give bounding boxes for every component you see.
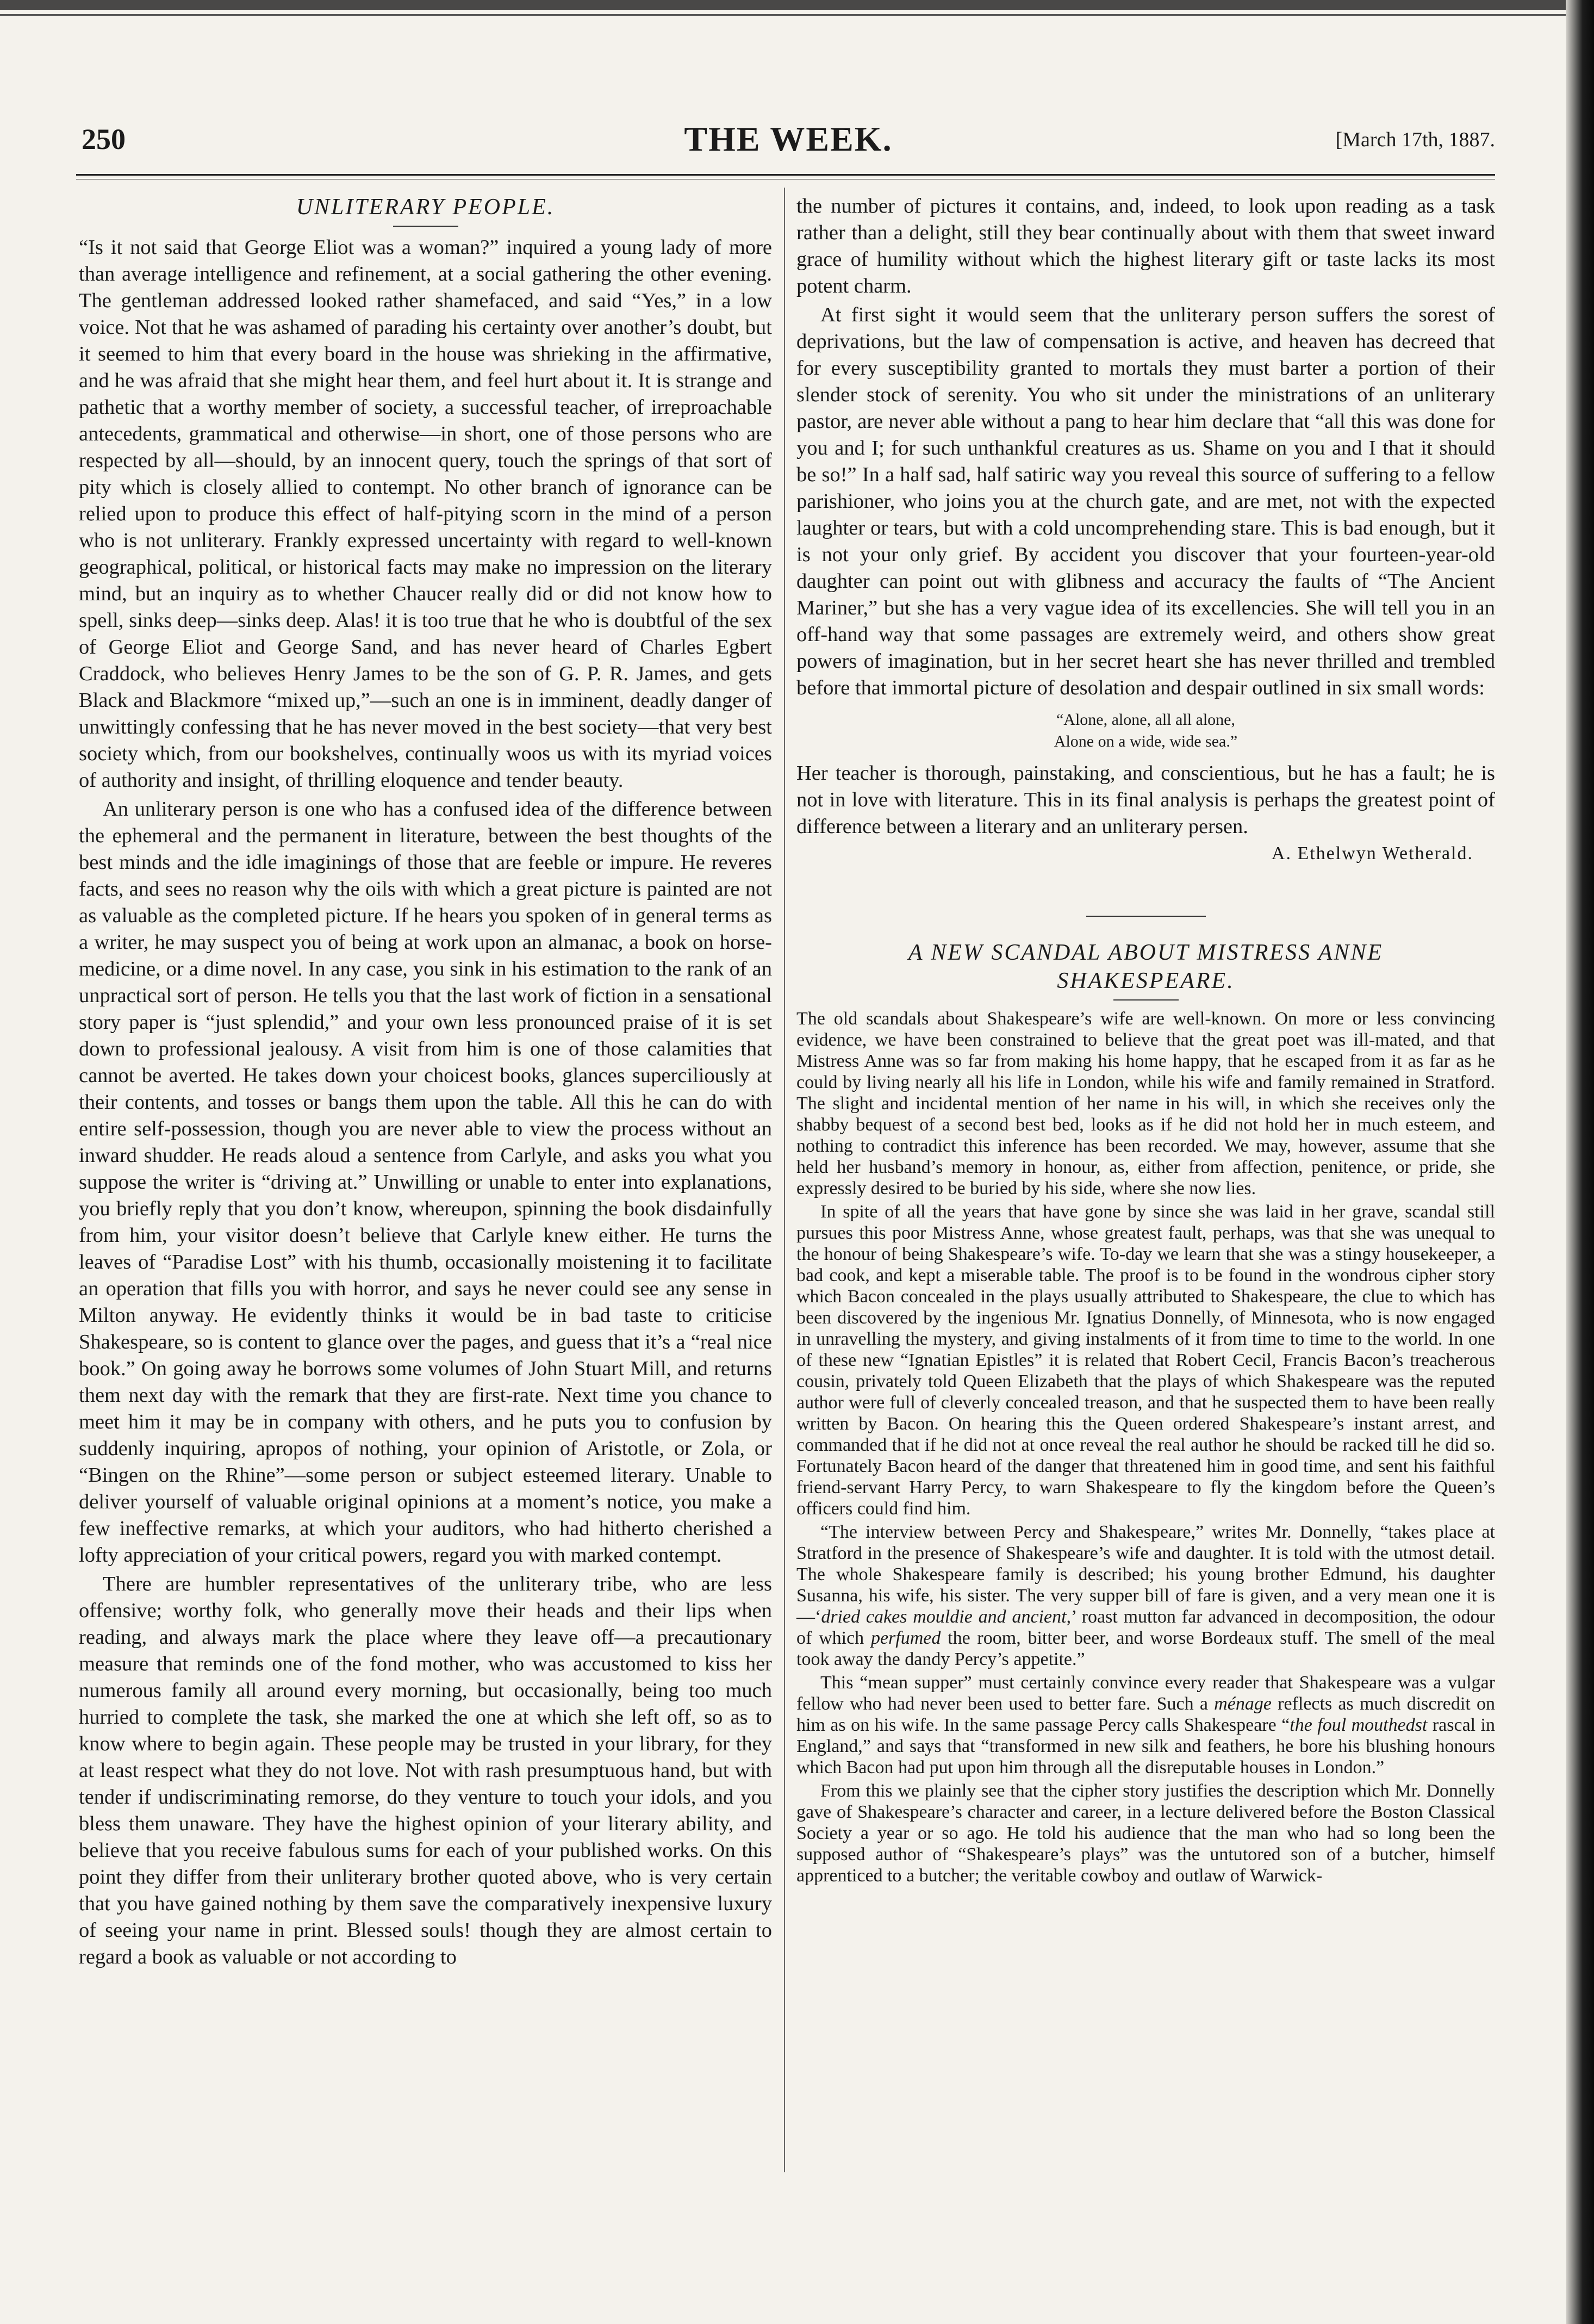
italic-text: perfumed: [870, 1628, 941, 1648]
article-paragraph: The old scandals about Shakespeare’s wife are well-known. On more or less convincing evidence, we have been constrained to believe that the great poet was ill-mated, and that Mistress Anne was so far from making his home happy, that he escaped from it as far as he could by living nearly all his life in London, while his wife and family remained in Stratford. The slight and incidental mention of her name in his will, in which she receives only the shabby bequest of a second best bed, looks as if he did not hold her in much esteem, and nothing to contradict this inference has been recorded. We may, however, assume that she held her husband’s memory in honour, as, either from affection, penitence, or pride, she expressly desired to be buried by his side, where she now lies.: [796, 1009, 1495, 1198]
top-border-line: [0, 14, 1594, 16]
title-line: A NEW SCANDAL ABOUT MISTRESS ANNE: [908, 940, 1384, 965]
text-run: reflects as much discredit on him as on his wife. In the same passage Percy calls Shakespeare “: [796, 1694, 1495, 1735]
verse-line: Alone on a wide, wide sea.”: [1054, 732, 1238, 750]
left-column: [79, 193, 772, 1971]
masthead-title: THE WEEK.: [684, 120, 893, 158]
article-paragraph: From this we plainly see that the cipher story justifies the description which Mr. Donnelly gave of Shakespeare’s character and career, in a lecture delivered before the Boston Classical Society a year or so ago. He told his audience that the man who had so long been the supposed author of “Shakespeare’s plays” was the untutored son of a butcher, himself apprenticed to a butcher; the veritable cowboy and outlaw of Warwick-: [796, 1781, 1495, 1886]
article-paragraph: the number of pictures it contains, and, indeed, to look upon reading as a task rather than a delight, still they bear continually about with them that sweet inward grace of humility without which the highest literary gift or taste lacks its most potent charm.: [796, 195, 1495, 297]
issue-date: [March 17th, 1887.: [1335, 128, 1495, 151]
page-header: [82, 122, 1495, 171]
title-rule: [393, 226, 458, 227]
article-paragraph: “Is it not said that George Eliot was a woman?” inquired a young lady of more than average intelligence and refinement, at a social gathering the other evening. The gentleman addressed looked rather shamefaced, and said “Yes,” in a low voice. Not that he was ashamed of parading his certainty over another’s doubt, but it seemed to him that every board in the house was shrieking in the affirmative, and he was afraid that she might hear them, and feel hurt about it. It is strange and pathetic that a worthy member of society, a successful teacher, of irreproachable antecedents, grammatical and otherwise—in short, one of those persons who are respected by all—should, by an innocent query, touch the springs of that sort of pity which is closely allied to contempt. No other branch of ignorance can be relied upon to produce this effect of half-pitying scorn in the mind of a person who is not unliterary. Frankly expressed uncertainty with regard to well-known geographical, political, or historical facts may make no impression on the literary mind, but an inquiry as to whether Chaucer really did or did not know how to spell, sinks deep—sinks deep. Alas! it is too true that he who is doubtful of the sex of George Eliot and George Sand, and has never heard of Charles Egbert Craddock, who believes Henry James to be the son of G. P. R. James, and gets Black and Blackmore “mixed up,”—such an one is in imminent, deadly danger of unwittingly confessing that he has never moved in the best society—that very best society which, from our bookshelves, continually woos us with its myriad voices of authority and insight, of thrilling eloquence and tender beauty.: [79, 236, 772, 792]
italic-text: ménage: [1214, 1694, 1272, 1714]
article-paragraph: There are humbler representatives of the unliterary tribe, who are less offensive; worthy folk, who generally move their heads and their lips when reading, and always mark the place where they leave off—a precautionary measure that reminds one of the fond mother, who was accustomed to kiss her numerous family all around every morning, but occasionally, being too much hurried to complete the task, she marked the one at which she left off, so as to know where to begin again. These people may be trusted in your library, for they at least respect what they do not love. Not with rash presumptuous hand, but with tender if undiscriminating remorse, do they venture to touch your idols, and you bless them unaware. They have the highest opinion of your literary ability, and believe that you receive fabulous sums for each of your published works. On this point they differ from their unliterary brother quoted above, who is very certain that you have gained nothing by them save the comparatively inexpensive luxury of seeing your name in print. Blessed souls! though they are almost certain to regard a book as valuable or not according to: [79, 1573, 772, 1968]
column-divider: [784, 188, 785, 2172]
italic-text: the foul mouthedst: [1290, 1715, 1428, 1735]
italic-text: dried cakes mouldie and ancient,: [821, 1607, 1072, 1627]
text-run: “The interview between Percy and Shakespeare,” writes Mr. Donnelly, “takes place at Stratford in the presence of Shakespeare’s wife and daughter. It is told with the utmost detail. The whole Shakespeare family is described; his young brother Edmund, his daughter Susanna, his wife, his sister. The very supper bill of fare is given, and a very mean one it is—‘: [796, 1522, 1495, 1627]
article-paragraph: An unliterary person is one who has a confused idea of the difference between the ephemeral and the permanent in literature, between the best thoughts of the best minds and the idle imaginings of those that are feeble or impure. He reveres facts, and sees no reason why the oils with which a great picture is painted are not as valuable as the completed picture. If he hears you spoken of in general terms as a writer, he may suspect you of being at work upon an almanac, a book on horse-medicine, or a dime novel. In any case, you sink in his estimation to the rank of an unpractical sort of person. He tells you that the last work of fiction in a sensational story paper is “just splendid,” and your own less pronounced praise of it is set down to professional jealousy. A visit from him is one of those calamities that cannot be averted. He takes down your choicest books, glances superciliously at their contents, and tosses or bangs them upon the table. All this he can do with entire self-possession, though you are never able to view the process without an inward shudder. He reads aloud a sentence from Carlyle, and asks you what you suppose the writer is “driving at.” Unwilling or unable to enter into explanations, you briefly reply that you don’t know, whereupon, spinning the book disdainfully from him, your visitor doesn’t believe that Carlyle knew either. He turns the leaves of “Paradise Lost” with his thumb, occasionally moistening it to facilitate an operation that fills you with horror, and says he never could see any sense in Milton anyway. He evidently thinks it would be in bad taste to criticise Shakespeare, so is content to glance over the pages, and guess that it’s a “real nice book.” On going away he borrows some volumes of John Stuart Mill, and returns them next day with the remark that they are first-rate. Next time you chance to meet him it may be in company with others, and he puts you to confusion by suddenly inquiring, apropos of nothing, your opinion of Aristotle, or Zola, or “Bingen on the Rhine”—some person or subject esteemed literary. Unable to deliver yourself of valuable original opinions at a moment’s notice, you make a few ineffective remarks, at which your auditors, who had hitherto cherished a lofty appreciation of your critical powers, regard you with marked contempt.: [79, 798, 772, 1567]
header-rule: [76, 174, 1495, 179]
article-paragraph: At first sight it would seem that the unliterary person suffers the sorest of deprivations, but the law of compensation is active, and heaven has decreed that for every susceptibility granted to mortals they must barter a portion of their slender stock of serenity. You who sit under the ministrations of an unliterary pastor, are never able without a pang to hear him declare that “all this was done for you and I; for such unthankful creatures as us. Shame on you and I that it should be so!” In a half sad, half satiric way you reveal this source of suffering to a fellow parishioner, who joins you at the church gate, and are met, not with the expected laughter or tears, but with a cold uncomprehending stare. This is bad enough, but it is not your only grief. By accident you discover that your fourteen-year-old daughter can point out with glibness and accuracy the faults of “The Ancient Mariner,” but she has a very vague idea of its excellencies. She will tell you in an off-hand way that some passages are extremely weird, and others show great powers of imagination, but in her secret heart she has never thrilled and trembled before that immortal picture of desolation and despair outlined in six small words:: [796, 303, 1495, 699]
article-paragraph: [796, 1521, 1495, 1670]
verse-line: “Alone, alone, all all alone,: [1056, 711, 1236, 729]
text-run: rascal in England,” and says that “transformed in new silk and feathers, he bore his blushing honours which Bacon had put upon him through all the disreputable houses in London.”: [796, 1715, 1495, 1778]
text-run: ’ roast mutton far advanced in decomposition, the odour of which: [796, 1607, 1495, 1648]
page-edge: [1566, 0, 1594, 2324]
text-run: the room, bitter beer, and worse Bordeaux stuff. The smell of the meal took away the dandy Percy’s appetite.”: [796, 1628, 1496, 1669]
top-border: [0, 0, 1594, 10]
section-rule: [1086, 916, 1206, 917]
text-run: This “mean supper” must certainly convince every reader that Shakespeare was a vulgar fellow who had never been used to better fare. Such a: [796, 1673, 1495, 1714]
article-paragraph: In spite of all the years that have gone by since she was laid in her grave, scandal still pursues this poor Mistress Anne, whose greatest fault, perhaps, was that she was unequal to the honour of being Shakespeare’s wife. To-day we learn that she was a stingy housekeeper, a bad cook, and kept a miserable table. The proof is to be found in the wondrous cipher story which Bacon concealed in the plays usually attributed to Shakespeare, the clue to which has been discovered by the ingenious Mr. Ignatius Donnelly, of Minnesota, who is now engaged in unravelling the mystery, and giving instalments of it from time to time to the world. In one of these new “Ignatian Epistles” it is related that Robert Cecil, Francis Bacon’s treacherous cousin, privately told Queen Elizabeth that the plays of which Shakespeare was the reputed author were full of cleverly concealed treason, and that he suspected them to have been really written by Bacon. On hearing this the Queen ordered Shakespeare’s instant arrest, and commanded that if he did not at once reveal the real author he should be racked till he did so. Fortunately Bacon heard of the danger that threatened him in good time, and sent his faithful friend-servant Harry Percy, to warn Shakespeare to fly the kingdom before the Queen’s officers could find him.: [796, 1202, 1495, 1519]
article-paragraph: [796, 1672, 1495, 1778]
verse-quote: [796, 709, 1495, 753]
article-title-scandal: [796, 939, 1495, 995]
page-number: 250: [82, 123, 126, 156]
article-title-unliterary: UNLITERARY PEOPLE.: [296, 195, 555, 220]
article-paragraph: Her teacher is thorough, painstaking, and conscientious, but he has a fault; he is not in love with literature. This in its final analysis is perhaps the greatest point of difference between a literary and an unliterary persen.: [796, 762, 1495, 838]
title-rule: [1113, 999, 1179, 1001]
author-signature: A. Ethelwyn Wetherald.: [1271, 843, 1473, 863]
title-line: SHAKESPEARE.: [1057, 968, 1235, 993]
right-column: [796, 193, 1495, 1886]
